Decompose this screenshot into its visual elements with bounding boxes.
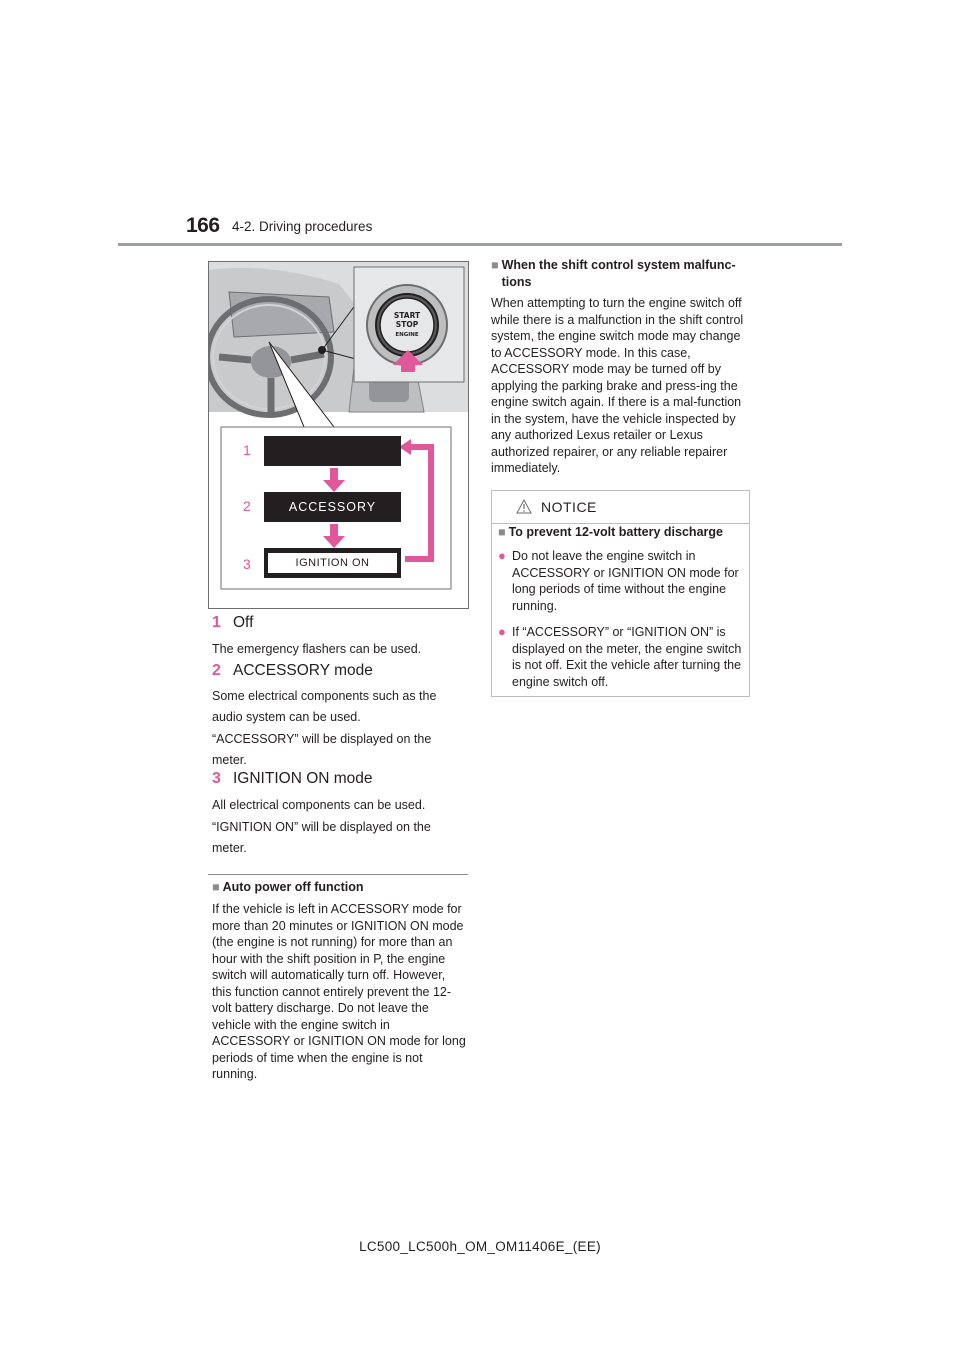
notice-box xyxy=(491,490,750,697)
auto-power-off-body: If the vehicle is left in ACCESSORY mode for more than 20 minutes or IGNITION ON mode (the engine is not running) for more than an hour with the shift position in P, the engine switch will automatically turn off. However, this function cannot entirely prevent the 12-volt battery discharge. Do not leave the vehicle with the engine switch in ACCESSORY or IGNITION ON mode for long periods of time when the engine is not running. xyxy=(212,902,466,1081)
notice-subheading-text: To prevent 12-volt battery discharge xyxy=(508,525,723,539)
mode-bar-accessory: ACCESSORY xyxy=(264,492,401,522)
mode-number-2: 2 xyxy=(243,498,251,514)
step-3-label: IGNITION ON mode xyxy=(233,770,373,787)
ignition-on-label: IGNITION ON xyxy=(268,553,397,573)
mode-bar-ignition-on xyxy=(264,548,401,578)
button-engine-text: ENGINE xyxy=(395,332,419,338)
step-2-label: ACCESSORY mode xyxy=(233,662,373,679)
document-code: LC500_LC500h_OM_OM11406E_(EE) xyxy=(359,1239,601,1254)
auto-power-off-heading-text: Auto power off function xyxy=(222,880,364,894)
step-3-desc-2: “IGNITION ON” will be displayed on the meter. xyxy=(212,820,431,855)
step-2-desc-1: Some electrical components such as the audio system can be used. xyxy=(212,689,437,724)
step-1-number: 1 xyxy=(212,614,221,631)
notice-bullet-1 xyxy=(498,548,742,614)
bullet-dot-icon: ● xyxy=(498,624,506,639)
step-1 xyxy=(212,614,253,632)
shift-malfunction-heading xyxy=(491,257,749,290)
mode-number-1: 1 xyxy=(243,442,251,458)
notice-subheading xyxy=(498,525,744,539)
page-number: 166 xyxy=(186,214,220,237)
section-title: 4-2. Driving procedures xyxy=(232,219,373,234)
engine-switch-illustration xyxy=(208,261,469,609)
step-1-label: Off xyxy=(233,614,254,631)
step-2 xyxy=(212,662,373,680)
notice-header xyxy=(492,491,749,524)
shift-malfunction-heading-text: When the shift control system malfunc-tions xyxy=(501,258,736,289)
step-2-number: 2 xyxy=(212,662,221,679)
mode-number-3: 3 xyxy=(243,556,251,572)
notice-bullet-1-text: Do not leave the engine switch in ACCESSORY or IGNITION ON mode for long periods of time without the engine running. xyxy=(512,549,739,613)
step-3-desc-1: All electrical components can be used. xyxy=(212,798,426,812)
mode-bar-off xyxy=(264,436,401,466)
square-bullet-icon: ■ xyxy=(212,880,220,894)
section-divider xyxy=(208,874,468,875)
button-start-text: START xyxy=(393,311,421,320)
square-bullet-icon: ■ xyxy=(491,258,499,272)
shift-malfunction-body: When attempting to turn the engine switch off while there is a malfunction in the shift control system, the engine switch mode may change to ACCESSORY mode. In this case, ACCESSORY mode may be turned off by applying the parking brake and press-ing the engine switch again. If there is a mal-function in the system, have the vehicle inspected by any authorized Lexus retailer or Lexus authorized repairer, or any reliable repairer immediately. xyxy=(491,296,744,475)
step-3 xyxy=(212,770,373,788)
header-rule xyxy=(118,243,842,246)
bullet-dot-icon: ● xyxy=(498,548,506,563)
step-3-number: 3 xyxy=(212,770,221,787)
square-bullet-icon: ■ xyxy=(498,525,506,539)
button-stop-text: STOP xyxy=(395,320,419,329)
step-1-desc: The emergency flashers can be used. xyxy=(212,642,422,656)
notice-bullet-2 xyxy=(498,624,742,690)
auto-power-off-heading xyxy=(212,880,468,894)
step-2-desc-2: “ACCESSORY” will be displayed on the meter. xyxy=(212,732,432,767)
notice-bullet-2-text: If “ACCESSORY” or “IGNITION ON” is displayed on the meter, the engine switch is not off. Exit the vehicle after turning the engine switch off. xyxy=(512,625,742,689)
notice-title: NOTICE xyxy=(541,499,597,515)
warning-icon xyxy=(516,499,532,514)
